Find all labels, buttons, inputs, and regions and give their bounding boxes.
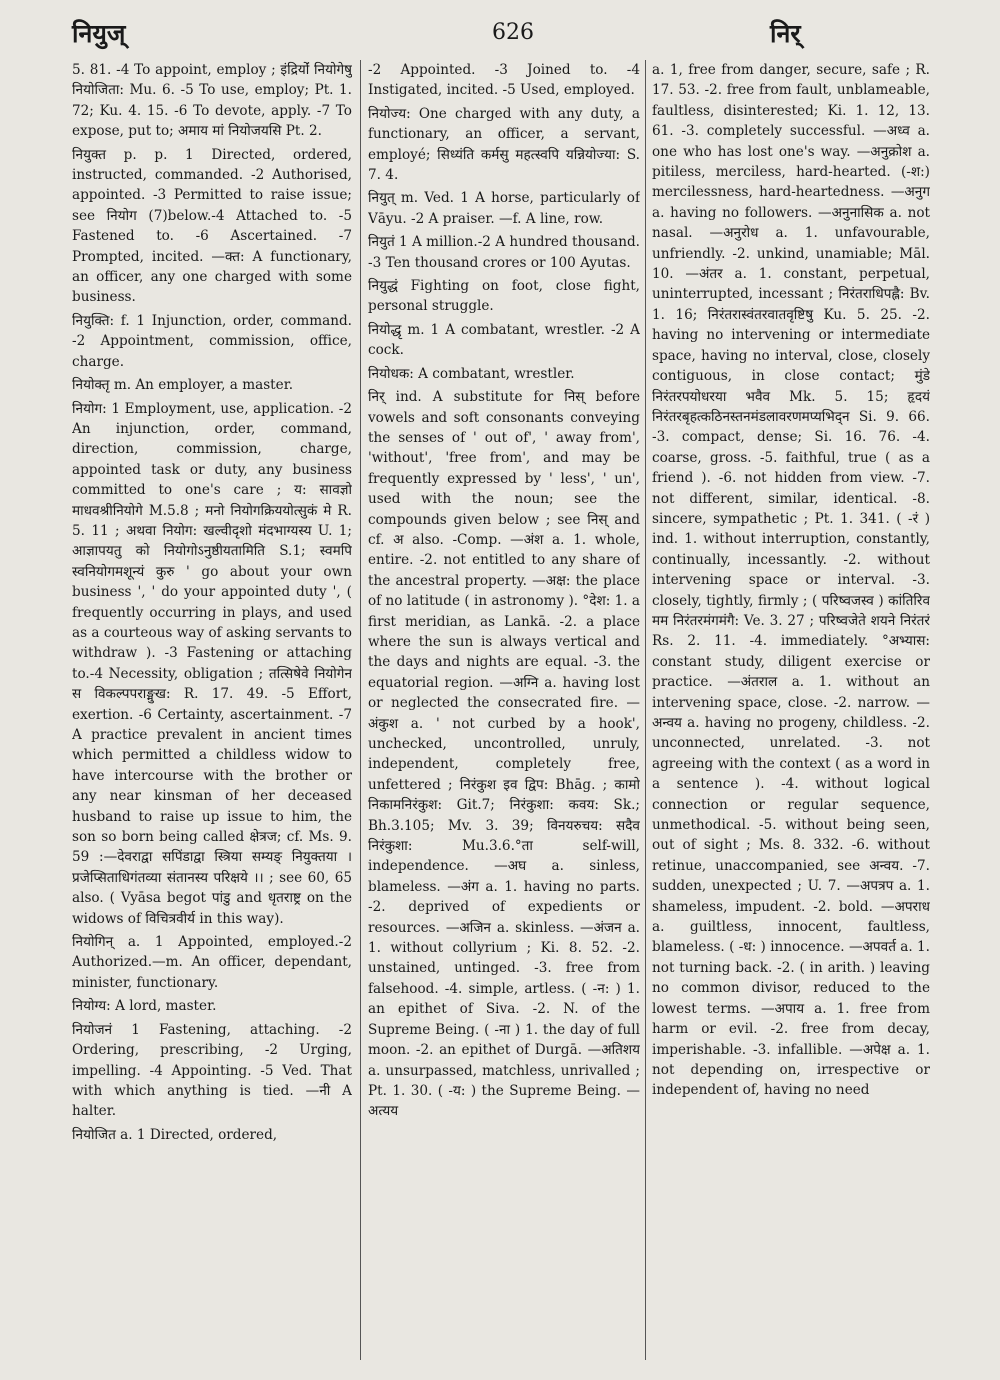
column-1 (72, 60, 352, 1360)
dictionary-entry: नियोद्धृ m. 1 A combatant, wrestler. -2 A cock. (368, 321, 640, 359)
left-guide-word: नियुज् (72, 19, 126, 48)
dictionary-entry: 5. 81. -4 To appoint, employ ; इंद्रियोंं नियोगेषु नियोजिता: Mu. 6. -5 To use, employ; Pt. 1. 72; Ku. 4. 15. -6 To devote, apply. -7 To expose, put to; अमाय मां नियोजयसि Pt. 2. (72, 62, 352, 140)
dictionary-entry: a. 1, free from danger, secure, safe ; R. 17. 53. -2. free from fault, unblameable, faultless, disinterested; Ki. 1. 12, 13. 61. -3. completely successful. —अध्व a. one who has lost one's way. —अनुक्रोश a. pitiless, merciless, hard-hearted. (-श:) mercilessness, hard-heartedness. —अनुग a. having no followers. —अनुनासिक a. not nasal. —अनुरोध a. 1. unfavourable, unfriendly. -2. unkind, unamiable; Māl. 10. —अंतर a. 1. constant, perpetual, uninterrupted, incessant ; निरंतराधिपह्लै: Bv. 1. 16; निरंतरास्वंतरवातवृष्टिषु Ku. 5. 25. -2. having no intervening or intermediate space, having no interval, close, closely contiguous, in close contact; मुंडे निरंतरपयोधरया भवैव Mk. 5. 15; हृदयं निरंतरबृहत्कठिनस्तनमंडलावरणमप्यभिद्न Si. 9. 66. -3. compact, dense; Si. 16. 76. -4. coarse, gross. -5. faithful, true ( as a friend ). -6. not hidden from view. -7. not different, similar, identical. -8. sincere, sympathetic ; Pt. 1. 341. ( -रं ) ind. 1. without interruption, constantly, continually, incessantly. -2. without intervening space or interval. -3. closely, tightly, firmly ; ( परिष्वजस्व ) कांतिरिव मम निरंतरमंगमंगै: Ve. 3. 27 ; परिष्वजेते शयने निरंतरं Rs. 2. 11. -4. immediately. °अभ्यास: constant study, diligent exercise or practice. —अंतराल a. 1. without an intervening space, close. -2. narrow. —अन्वय a. having no progeny, childless. -2. unconnected, unrelated. -3. not agreeing with the context ( as a word in a sentence ). -4. without logical connection or regular sequence, unmethodical. -5. without being seen, out of sight ; Ms. 8. 332. -6. without retinue, unaccompanied, see अन्वय. -7. sudden, unexpected ; U. 7. —अपत्रप a. 1. shameless, impudent. -2. bold. —अपराध a. guiltless, innocent, faultless, blameless. ( -ध: ) innocence. —अपवर्त a. 1. not turning back. -2. ( in arith. ) leaving no common divisor, reduced to the lowest terms. —अपाय a. 1. free from harm or evil. -2. free from decay, imperishable. -3. infallible. —अपेक्ष a. 1. not depending on, irrespective or independent of, having no need (652, 62, 930, 1099)
column-3 (652, 60, 930, 1360)
dictionary-entry: नियुक्त p. p. 1 Directed, ordered, instructed, commanded. -2 Authorised, appointed. -3 Permitted to raise issue; see नियोग (7)below.-4 Attached to. -5 Fastened to. -6 Ascertained. -7 Prompted, incited. —क्त: A functionary, an officer, any one charged with some business. (72, 146, 352, 306)
page-header (0, 14, 1000, 54)
dictionary-entry: नियोग: 1 Employment, use, application. -2 An injunction, order, command, direction, commission, charge, appointed task or duty, any business committed to one's care ; य: सावज्ञो माधवश्रीनियोगे M.5.8 ; मनो नियोगक्रिययोत्सुकं मे R. 5. 11 ; अथवा नियोग: खल्वीदृशो मंदभाग्यस्य U. 1; आज्ञापयतु को नियोगोऽनुष्ठीयतामिति S.1; स्वमपि स्वनियोगमशून्यं कुरु ' go about your own business ', ' do your appointed duty ', ( frequently occurring in plays, and used as a courteous way of asking servants to withdraw ). -3 Fastening or attaching to.-4 Necessity, obligation ; तत्सिषेवे नियोगेन स विकल्पपराङ्मुख: R. 17. 49. -5 Effort, exertion. -6 Certainty, ascertainment. -7 A practice prevalent in ancient times which permitted a childless widow to have intercourse with the brother or any near kinsman of her deceased husband to raise up issue to him, the son so born being called क्षेत्रज; cf. Ms. 9. 59 :—देवराद्वा सपिंडाद्वा स्त्रिया सम्यङ् नियुक्तया । प्रजेप्सिताधिगंतव्या संतानस्य परिक्षये ।। ; see 60, 65 also. ( Vyāsa begot पांडु and धृतराष्ट्र on the widows of विचित्रवीर्य in this way). (72, 400, 352, 927)
dictionary-entry: नियोगिन् a. 1 Appointed, employed.-2 Authorized.—m. An officer, dependant, minister, functionary. (72, 934, 352, 991)
dictionary-entry: नियुक्ति: f. 1 Injunction, order, command. -2 Appointment, commission, office, charge. (72, 312, 352, 370)
dictionary-entry: निर् ind. A substitute for निस् before vowels and soft consonants conveying the senses of ' out of', ' away from', 'without', 'free from', and may be frequently expressed by ' less', ' un', used with the noun; see the compounds given below ; see निस् and cf. अ also. -Comp. —अंश a. 1. whole, entire. -2. not entitled to any share of the ancestral property. —अक्ष: the place of no latitude ( in astronomy ). °देश: 1. a first meridian, as Lankā. -2. a place where the sun is always vertical and the days and nights are equal. -3. the equatorial region. —अग्नि a. having lost or neglected the consecrated fire. —अंकुश a. ' not curbed by a hook', unchecked, uncontrolled, unruly, independent, completely free, unfettered ; निरंकुश इव द्विप: Bhāg. ; कामो निकामनिरंकुश: Git.7; निरंकुशा: कवय: Sk.; Bh.3.105; Mv. 3. 39; विनयरुचय: सदैव निरंकुशा: Mu.3.6.°ता self-will, independence. —अघ a. sinless, blameless. —अंग a. 1. having no parts. -2. deprived of expedients or resources. —अजिन a. skinless. —अंजन a. 1. without collyrium ; Ki. 8. 52. -2. unstained, untinged. -3. free from falsehood. -4. simple, artless. ( -न: ) 1. an epithet of Siva. -2. N. of the Supreme Being. ( -ना ) 1. the day of full moon. -2. an epithet of Durgā. —अतिशय a. unsurpassed, matchless, unrivalled ; Pt. 1. 30. ( -य: ) the Supreme Being. —अत्यय (368, 389, 640, 1120)
dictionary-entry: नियोग्य: A lord, master. (72, 998, 217, 1015)
right-guide-word: निर् (770, 19, 801, 48)
column-divider (360, 60, 361, 1360)
dictionary-entry: नियुत् m. Ved. 1 A horse, particularly of Vāyu. -2 A praiser. —f. A line, row. (368, 190, 640, 227)
dictionary-entry: नियोजनं 1 Fastening, attaching. -2 Ordering, prescribing, -2 Urging, impelling. -4 Appointing. -5 Ved. That with which anything is tied. —नी A halter. (72, 1021, 352, 1120)
dictionary-entry: नियुतं 1 A million.-2 A hundred thousand. -3 Ten thousand crores or 100 Ayutas. (368, 234, 640, 271)
dictionary-entry: नियोधक: A combatant, wrestler. (368, 365, 575, 382)
dictionary-entry: नियोज्य: One charged with any duty, a functionary, an officer, a servant, employé; सिध्यंति कर्मसु महत्स्वपि यन्नियोज्या: S. 7. 4. (368, 105, 640, 184)
dictionary-entry: नियोक्तृ m. An employer, a master. (72, 377, 294, 394)
dictionary-entry: -2 Appointed. -3 Joined to. -4 Instigated, incited. -5 Used, employed. (368, 62, 640, 99)
page-number: 626 (492, 20, 534, 45)
column-divider (645, 60, 646, 1360)
dictionary-entry: नियुद्धं Fighting on foot, close fight, personal struggle. (368, 278, 640, 315)
dictionary-entry: नियोजित a. 1 Directed, ordered, (72, 1126, 278, 1143)
column-2 (368, 60, 640, 1360)
